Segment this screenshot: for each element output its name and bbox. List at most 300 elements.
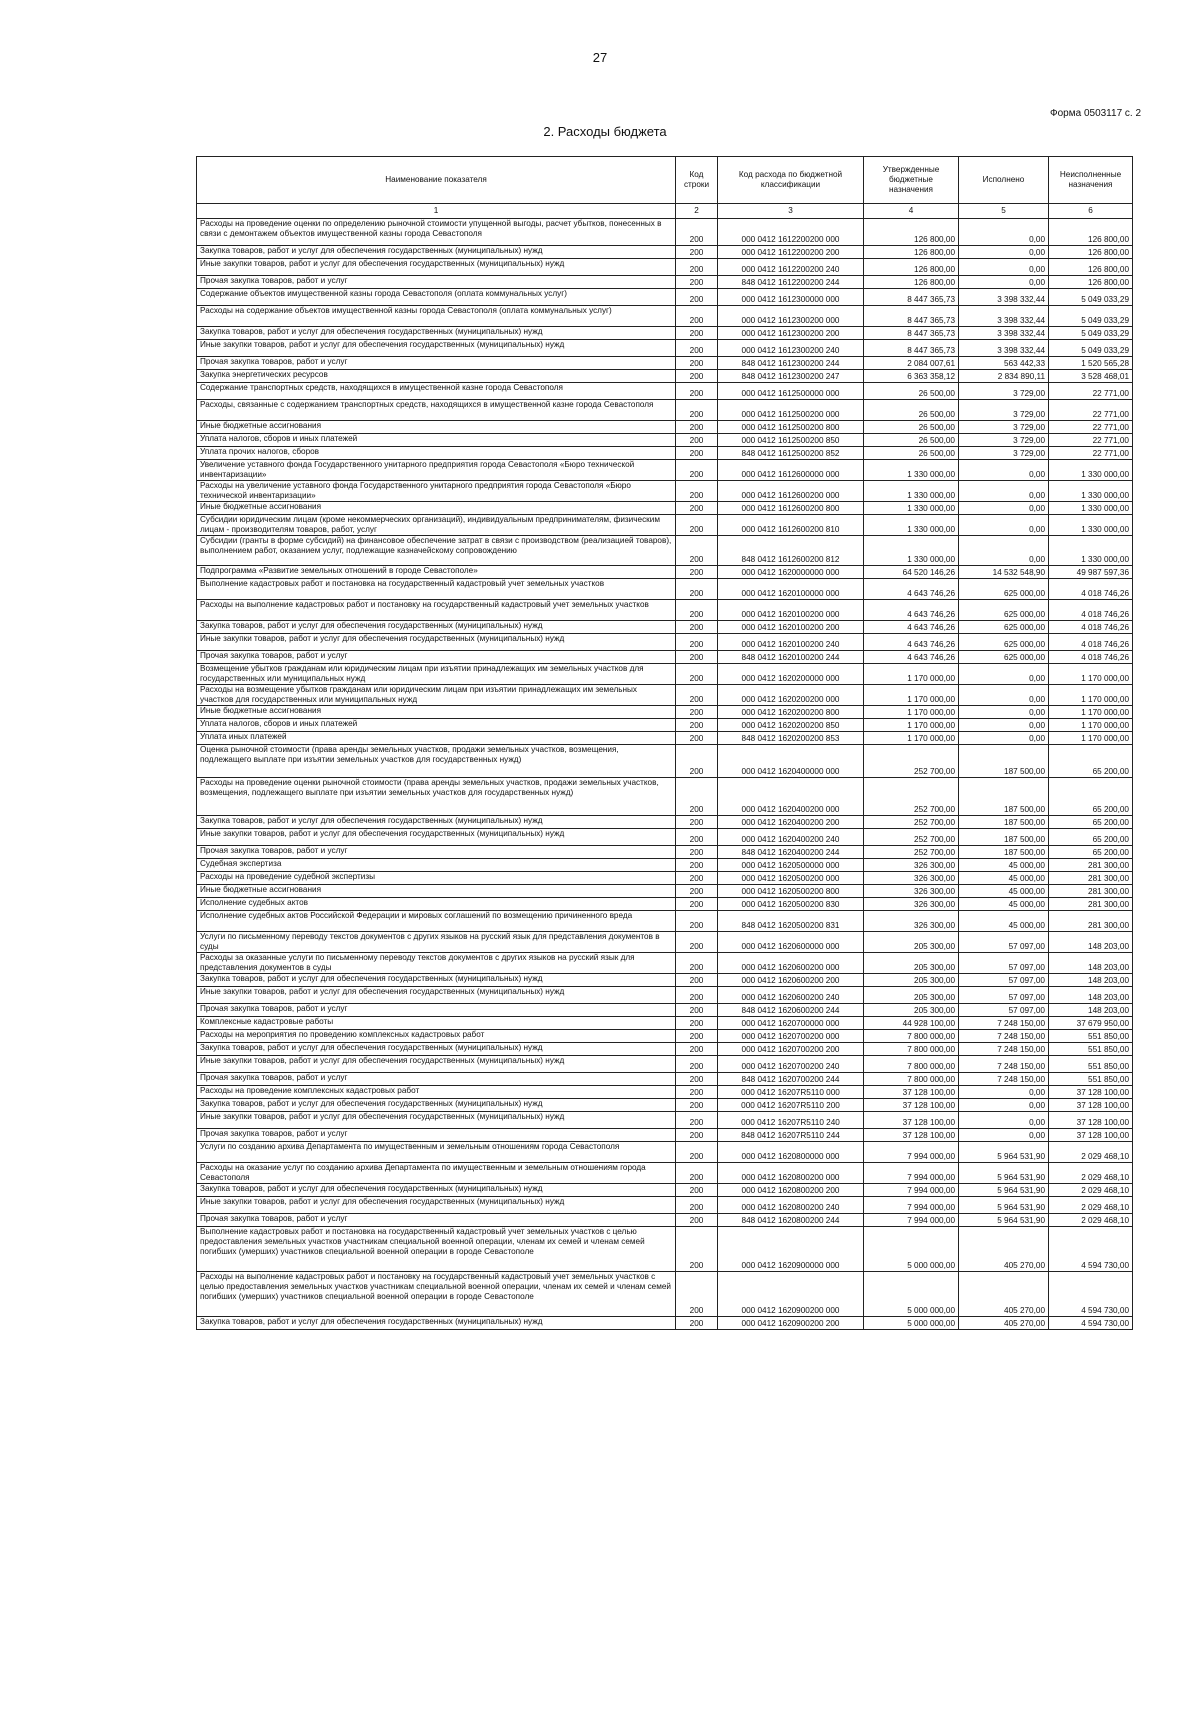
row-line-code: 200 bbox=[676, 460, 718, 481]
row-line-code: 200 bbox=[676, 872, 718, 885]
row-expense-code: 000 0412 1612300200 000 bbox=[718, 306, 864, 327]
row-executed: 0,00 bbox=[959, 219, 1049, 246]
table-row bbox=[197, 1030, 1133, 1043]
row-unexecuted: 1 330 000,00 bbox=[1049, 460, 1133, 481]
row-executed: 45 000,00 bbox=[959, 898, 1049, 911]
row-expense-code: 000 0412 1620900200 000 bbox=[718, 1272, 864, 1317]
row-expense-code: 000 0412 1612500200 000 bbox=[718, 400, 864, 421]
row-approved: 7 994 000,00 bbox=[864, 1184, 959, 1197]
row-expense-code: 000 0412 1612600200 810 bbox=[718, 515, 864, 536]
row-unexecuted: 1 170 000,00 bbox=[1049, 685, 1133, 706]
row-name: Закупка энергетических ресурсов bbox=[197, 370, 676, 383]
row-executed: 45 000,00 bbox=[959, 885, 1049, 898]
row-line-code: 200 bbox=[676, 974, 718, 987]
row-name: Закупка товаров, работ и услуг для обеспечения государственных (муниципальных) нужд bbox=[197, 974, 676, 987]
row-approved: 4 643 746,26 bbox=[864, 621, 959, 634]
row-expense-code: 000 0412 1612200200 200 bbox=[718, 246, 864, 259]
row-name: Иные бюджетные ассигнования bbox=[197, 502, 676, 515]
row-expense-code: 000 0412 1620600000 000 bbox=[718, 932, 864, 953]
row-unexecuted: 2 029 468,10 bbox=[1049, 1184, 1133, 1197]
column-number: 1 bbox=[197, 204, 676, 219]
row-name: Содержание объектов имущественной казны города Севастополя (оплата коммунальных услуг) bbox=[197, 289, 676, 306]
row-executed: 3 398 332,44 bbox=[959, 340, 1049, 357]
table-row bbox=[197, 719, 1133, 732]
row-approved: 37 128 100,00 bbox=[864, 1129, 959, 1142]
column-number-row bbox=[197, 204, 1133, 219]
row-name: Субсидии (гранты в форме субсидий) на финансовое обеспечение затрат в связи с производством (реализацией товаров), выполнением работ, оказанием услуг, подлежащие казначейскому сопровождению bbox=[197, 536, 676, 566]
row-line-code: 200 bbox=[676, 259, 718, 276]
row-unexecuted: 65 200,00 bbox=[1049, 778, 1133, 816]
row-unexecuted: 551 850,00 bbox=[1049, 1030, 1133, 1043]
row-name: Закупка товаров, работ и услуг для обеспечения государственных (муниципальных) нужд bbox=[197, 1043, 676, 1056]
row-name: Расходы на проведение оценки рыночной стоимости (права аренды земельных участков, продажи земельных участков, возмещения, подлежащего выплате при изъятии земельных участков для государственных нужд) bbox=[197, 778, 676, 816]
row-expense-code: 848 0412 1620400200 244 bbox=[718, 846, 864, 859]
row-executed: 3 398 332,44 bbox=[959, 289, 1049, 306]
row-executed: 0,00 bbox=[959, 706, 1049, 719]
row-line-code: 200 bbox=[676, 246, 718, 259]
row-approved: 7 994 000,00 bbox=[864, 1197, 959, 1214]
row-executed: 57 097,00 bbox=[959, 974, 1049, 987]
row-line-code: 200 bbox=[676, 1317, 718, 1330]
row-name: Исполнение судебных актов Российской Федерации и мировых соглашений по возмещению причиненного вреда bbox=[197, 911, 676, 932]
table-row bbox=[197, 1129, 1133, 1142]
row-name: Закупка товаров, работ и услуг для обеспечения государственных (муниципальных) нужд bbox=[197, 1099, 676, 1112]
row-unexecuted: 37 128 100,00 bbox=[1049, 1129, 1133, 1142]
row-expense-code: 848 0412 1612500200 852 bbox=[718, 447, 864, 460]
row-unexecuted: 5 049 033,29 bbox=[1049, 340, 1133, 357]
row-expense-code: 000 0412 1620800200 000 bbox=[718, 1163, 864, 1184]
row-line-code: 200 bbox=[676, 579, 718, 600]
table-row bbox=[197, 634, 1133, 651]
row-line-code: 200 bbox=[676, 1056, 718, 1073]
row-approved: 5 000 000,00 bbox=[864, 1227, 959, 1272]
row-executed: 5 964 531,90 bbox=[959, 1214, 1049, 1227]
row-expense-code: 000 0412 1620900200 200 bbox=[718, 1317, 864, 1330]
row-expense-code: 848 0412 1612600200 812 bbox=[718, 536, 864, 566]
row-executed: 45 000,00 bbox=[959, 859, 1049, 872]
row-name: Расходы, связанные с содержанием транспортных средств, находящихся в имущественной казне города Севастополя bbox=[197, 400, 676, 421]
row-unexecuted: 2 029 468,10 bbox=[1049, 1197, 1133, 1214]
row-expense-code: 000 0412 1612600200 000 bbox=[718, 481, 864, 502]
table-row bbox=[197, 1073, 1133, 1086]
row-expense-code: 000 0412 1620700200 000 bbox=[718, 1030, 864, 1043]
row-executed: 405 270,00 bbox=[959, 1227, 1049, 1272]
row-executed: 3 729,00 bbox=[959, 383, 1049, 400]
row-executed: 5 964 531,90 bbox=[959, 1163, 1049, 1184]
table-row bbox=[197, 1214, 1133, 1227]
row-approved: 126 800,00 bbox=[864, 219, 959, 246]
row-expense-code: 000 0412 1620800200 200 bbox=[718, 1184, 864, 1197]
row-name: Прочая закупка товаров, работ и услуг bbox=[197, 1214, 676, 1227]
row-expense-code: 000 0412 1620400200 200 bbox=[718, 816, 864, 829]
row-expense-code: 000 0412 1620500200 000 bbox=[718, 872, 864, 885]
row-line-code: 200 bbox=[676, 400, 718, 421]
row-unexecuted: 1 170 000,00 bbox=[1049, 732, 1133, 745]
row-expense-code: 848 0412 1612300200 247 bbox=[718, 370, 864, 383]
row-expense-code: 000 0412 1612300200 200 bbox=[718, 327, 864, 340]
row-name: Иные закупки товаров, работ и услуг для обеспечения государственных (муниципальных) нужд bbox=[197, 987, 676, 1004]
row-executed: 5 964 531,90 bbox=[959, 1184, 1049, 1197]
row-unexecuted: 1 520 565,28 bbox=[1049, 357, 1133, 370]
table-row bbox=[197, 932, 1133, 953]
row-line-code: 200 bbox=[676, 634, 718, 651]
row-unexecuted: 4 018 746,26 bbox=[1049, 600, 1133, 621]
row-expense-code: 848 0412 16207R5110 244 bbox=[718, 1129, 864, 1142]
row-expense-code: 000 0412 1620200200 850 bbox=[718, 719, 864, 732]
row-unexecuted: 37 679 950,00 bbox=[1049, 1017, 1133, 1030]
row-name: Иные закупки товаров, работ и услуг для обеспечения государственных (муниципальных) нужд bbox=[197, 340, 676, 357]
table-row bbox=[197, 987, 1133, 1004]
row-line-code: 200 bbox=[676, 987, 718, 1004]
row-expense-code: 000 0412 1620900000 000 bbox=[718, 1227, 864, 1272]
row-name: Подпрограмма «Развитие земельных отношений в городе Севастополе» bbox=[197, 566, 676, 579]
row-line-code: 200 bbox=[676, 1017, 718, 1030]
row-unexecuted: 126 800,00 bbox=[1049, 219, 1133, 246]
budget-expenses-table bbox=[196, 156, 1133, 1330]
table-row bbox=[197, 370, 1133, 383]
row-approved: 252 700,00 bbox=[864, 778, 959, 816]
column-number: 6 bbox=[1049, 204, 1133, 219]
row-line-code: 200 bbox=[676, 1073, 718, 1086]
row-executed: 45 000,00 bbox=[959, 911, 1049, 932]
table-row bbox=[197, 276, 1133, 289]
row-approved: 8 447 365,73 bbox=[864, 327, 959, 340]
row-expense-code: 848 0412 1620200200 853 bbox=[718, 732, 864, 745]
row-executed: 3 729,00 bbox=[959, 434, 1049, 447]
row-line-code: 200 bbox=[676, 1142, 718, 1163]
table-row bbox=[197, 246, 1133, 259]
row-expense-code: 000 0412 1620600200 200 bbox=[718, 974, 864, 987]
row-unexecuted: 4 594 730,00 bbox=[1049, 1317, 1133, 1330]
row-unexecuted: 4 018 746,26 bbox=[1049, 634, 1133, 651]
row-name: Расходы на оказание услуг по созданию архива Департамента по имущественным и земельным отношениям города Севастополя bbox=[197, 1163, 676, 1184]
row-line-code: 200 bbox=[676, 1004, 718, 1017]
header-line-code: Код строки bbox=[676, 157, 718, 204]
row-unexecuted: 551 850,00 bbox=[1049, 1056, 1133, 1073]
row-approved: 126 800,00 bbox=[864, 246, 959, 259]
row-line-code: 200 bbox=[676, 1043, 718, 1056]
row-approved: 326 300,00 bbox=[864, 885, 959, 898]
row-line-code: 200 bbox=[676, 829, 718, 846]
row-executed: 14 532 548,90 bbox=[959, 566, 1049, 579]
row-line-code: 200 bbox=[676, 219, 718, 246]
row-expense-code: 848 0412 1612200200 244 bbox=[718, 276, 864, 289]
table-row bbox=[197, 1142, 1133, 1163]
row-approved: 1 170 000,00 bbox=[864, 706, 959, 719]
row-expense-code: 000 0412 16207R5110 000 bbox=[718, 1086, 864, 1099]
row-expense-code: 000 0412 1620100200 200 bbox=[718, 621, 864, 634]
row-unexecuted: 37 128 100,00 bbox=[1049, 1086, 1133, 1099]
row-approved: 8 447 365,73 bbox=[864, 340, 959, 357]
row-executed: 0,00 bbox=[959, 1086, 1049, 1099]
row-name: Расходы на проведение судебной экспертизы bbox=[197, 872, 676, 885]
row-name: Уплата налогов, сборов и иных платежей bbox=[197, 719, 676, 732]
row-name: Расходы на проведение оценки по определению рыночной стоимости упущенной выгоды, расчет убытков, понесенных в связи с демонтажем объектов имущественной казны города Севастополя bbox=[197, 219, 676, 246]
column-number: 4 bbox=[864, 204, 959, 219]
row-line-code: 200 bbox=[676, 370, 718, 383]
row-executed: 187 500,00 bbox=[959, 816, 1049, 829]
row-line-code: 200 bbox=[676, 621, 718, 634]
row-line-code: 200 bbox=[676, 885, 718, 898]
row-approved: 7 800 000,00 bbox=[864, 1073, 959, 1086]
table-row bbox=[197, 1099, 1133, 1112]
table-row bbox=[197, 872, 1133, 885]
row-approved: 6 363 358,12 bbox=[864, 370, 959, 383]
table-row bbox=[197, 685, 1133, 706]
row-executed: 405 270,00 bbox=[959, 1272, 1049, 1317]
row-expense-code: 000 0412 16207R5110 240 bbox=[718, 1112, 864, 1129]
row-executed: 625 000,00 bbox=[959, 634, 1049, 651]
row-name: Закупка товаров, работ и услуг для обеспечения государственных (муниципальных) нужд bbox=[197, 327, 676, 340]
table-row bbox=[197, 1004, 1133, 1017]
row-approved: 205 300,00 bbox=[864, 932, 959, 953]
page-number: 27 bbox=[592, 50, 608, 65]
table-row bbox=[197, 400, 1133, 421]
row-executed: 3 729,00 bbox=[959, 447, 1049, 460]
row-approved: 252 700,00 bbox=[864, 846, 959, 859]
row-expense-code: 000 0412 1620800200 240 bbox=[718, 1197, 864, 1214]
table-row bbox=[197, 778, 1133, 816]
row-expense-code: 000 0412 1620700200 200 bbox=[718, 1043, 864, 1056]
row-executed: 7 248 150,00 bbox=[959, 1030, 1049, 1043]
row-name: Закупка товаров, работ и услуг для обеспечения государственных (муниципальных) нужд bbox=[197, 246, 676, 259]
row-name: Расходы на выполнение кадастровых работ и постановку на государственный кадастровый учет земельных участков bbox=[197, 600, 676, 621]
row-approved: 4 643 746,26 bbox=[864, 651, 959, 664]
row-approved: 26 500,00 bbox=[864, 434, 959, 447]
row-unexecuted: 5 049 033,29 bbox=[1049, 289, 1133, 306]
row-expense-code: 848 0412 1620500200 831 bbox=[718, 911, 864, 932]
row-approved: 205 300,00 bbox=[864, 987, 959, 1004]
row-approved: 205 300,00 bbox=[864, 1004, 959, 1017]
table-row bbox=[197, 515, 1133, 536]
row-executed: 2 834 890,11 bbox=[959, 370, 1049, 383]
row-line-code: 200 bbox=[676, 434, 718, 447]
row-approved: 7 994 000,00 bbox=[864, 1142, 959, 1163]
row-line-code: 200 bbox=[676, 1184, 718, 1197]
row-approved: 252 700,00 bbox=[864, 829, 959, 846]
row-unexecuted: 4 018 746,26 bbox=[1049, 621, 1133, 634]
column-number: 5 bbox=[959, 204, 1049, 219]
row-line-code: 200 bbox=[676, 340, 718, 357]
table-row bbox=[197, 219, 1133, 246]
row-executed: 405 270,00 bbox=[959, 1317, 1049, 1330]
row-name: Иные закупки товаров, работ и услуг для обеспечения государственных (муниципальных) нужд bbox=[197, 1197, 676, 1214]
row-executed: 57 097,00 bbox=[959, 932, 1049, 953]
row-unexecuted: 281 300,00 bbox=[1049, 911, 1133, 932]
row-executed: 187 500,00 bbox=[959, 745, 1049, 778]
row-expense-code: 000 0412 1612600200 800 bbox=[718, 502, 864, 515]
row-approved: 37 128 100,00 bbox=[864, 1099, 959, 1112]
row-executed: 3 729,00 bbox=[959, 400, 1049, 421]
table-row bbox=[197, 745, 1133, 778]
row-name: Закупка товаров, работ и услуг для обеспечения государственных (муниципальных) нужд bbox=[197, 1184, 676, 1197]
row-name: Уплата налогов, сборов и иных платежей bbox=[197, 434, 676, 447]
row-name: Прочая закупка товаров, работ и услуг bbox=[197, 1004, 676, 1017]
row-line-code: 200 bbox=[676, 1112, 718, 1129]
row-approved: 8 447 365,73 bbox=[864, 289, 959, 306]
row-approved: 126 800,00 bbox=[864, 259, 959, 276]
table-row bbox=[197, 816, 1133, 829]
row-approved: 4 643 746,26 bbox=[864, 600, 959, 621]
row-unexecuted: 22 771,00 bbox=[1049, 400, 1133, 421]
row-name: Прочая закупка товаров, работ и услуг bbox=[197, 1129, 676, 1142]
row-unexecuted: 5 049 033,29 bbox=[1049, 306, 1133, 327]
row-line-code: 200 bbox=[676, 1163, 718, 1184]
row-unexecuted: 1 330 000,00 bbox=[1049, 502, 1133, 515]
table-row bbox=[197, 259, 1133, 276]
row-executed: 625 000,00 bbox=[959, 621, 1049, 634]
row-executed: 7 248 150,00 bbox=[959, 1043, 1049, 1056]
table-row bbox=[197, 953, 1133, 974]
table-row bbox=[197, 898, 1133, 911]
row-expense-code: 000 0412 1620100000 000 bbox=[718, 579, 864, 600]
row-executed: 0,00 bbox=[959, 685, 1049, 706]
row-line-code: 200 bbox=[676, 481, 718, 502]
row-unexecuted: 1 170 000,00 bbox=[1049, 664, 1133, 685]
row-executed: 0,00 bbox=[959, 259, 1049, 276]
table-row bbox=[197, 911, 1133, 932]
row-approved: 26 500,00 bbox=[864, 447, 959, 460]
table-row bbox=[197, 706, 1133, 719]
row-unexecuted: 148 203,00 bbox=[1049, 953, 1133, 974]
row-expense-code: 848 0412 1612300200 244 bbox=[718, 357, 864, 370]
row-name: Прочая закупка товаров, работ и услуг bbox=[197, 276, 676, 289]
row-approved: 26 500,00 bbox=[864, 383, 959, 400]
table-row bbox=[197, 846, 1133, 859]
row-line-code: 200 bbox=[676, 745, 718, 778]
row-approved: 26 500,00 bbox=[864, 421, 959, 434]
form-code: Форма 0503117 с. 2 bbox=[1050, 108, 1142, 119]
row-approved: 26 500,00 bbox=[864, 400, 959, 421]
row-unexecuted: 2 029 468,10 bbox=[1049, 1163, 1133, 1184]
table-row bbox=[197, 289, 1133, 306]
row-name: Закупка товаров, работ и услуг для обеспечения государственных (муниципальных) нужд bbox=[197, 816, 676, 829]
row-executed: 563 442,33 bbox=[959, 357, 1049, 370]
row-executed: 0,00 bbox=[959, 719, 1049, 732]
row-executed: 0,00 bbox=[959, 536, 1049, 566]
row-approved: 1 170 000,00 bbox=[864, 732, 959, 745]
row-unexecuted: 281 300,00 bbox=[1049, 898, 1133, 911]
row-line-code: 200 bbox=[676, 846, 718, 859]
table-row bbox=[197, 1086, 1133, 1099]
row-expense-code: 000 0412 1620800000 000 bbox=[718, 1142, 864, 1163]
row-unexecuted: 65 200,00 bbox=[1049, 745, 1133, 778]
row-name: Иные бюджетные ассигнования bbox=[197, 706, 676, 719]
row-line-code: 200 bbox=[676, 357, 718, 370]
row-executed: 0,00 bbox=[959, 460, 1049, 481]
row-executed: 0,00 bbox=[959, 246, 1049, 259]
row-executed: 625 000,00 bbox=[959, 600, 1049, 621]
row-executed: 625 000,00 bbox=[959, 579, 1049, 600]
row-unexecuted: 37 128 100,00 bbox=[1049, 1099, 1133, 1112]
row-line-code: 200 bbox=[676, 1086, 718, 1099]
row-executed: 3 729,00 bbox=[959, 421, 1049, 434]
table-row bbox=[197, 383, 1133, 400]
row-name: Уплата прочих налогов, сборов bbox=[197, 447, 676, 460]
row-name: Иные бюджетные ассигнования bbox=[197, 885, 676, 898]
row-line-code: 200 bbox=[676, 953, 718, 974]
row-approved: 1 330 000,00 bbox=[864, 481, 959, 502]
row-approved: 205 300,00 bbox=[864, 974, 959, 987]
row-name: Иные закупки товаров, работ и услуг для обеспечения государственных (муниципальных) нужд bbox=[197, 829, 676, 846]
row-line-code: 200 bbox=[676, 859, 718, 872]
row-expense-code: 848 0412 1620600200 244 bbox=[718, 1004, 864, 1017]
row-line-code: 200 bbox=[676, 898, 718, 911]
row-unexecuted: 148 203,00 bbox=[1049, 974, 1133, 987]
row-unexecuted: 22 771,00 bbox=[1049, 421, 1133, 434]
row-unexecuted: 4 594 730,00 bbox=[1049, 1272, 1133, 1317]
row-approved: 326 300,00 bbox=[864, 872, 959, 885]
table-body bbox=[197, 219, 1133, 1330]
row-name: Уплата иных платежей bbox=[197, 732, 676, 745]
row-executed: 625 000,00 bbox=[959, 651, 1049, 664]
row-expense-code: 000 0412 1620200000 000 bbox=[718, 664, 864, 685]
table-row bbox=[197, 357, 1133, 370]
row-line-code: 200 bbox=[676, 1227, 718, 1272]
row-approved: 7 994 000,00 bbox=[864, 1214, 959, 1227]
row-unexecuted: 148 203,00 bbox=[1049, 1004, 1133, 1017]
row-line-code: 200 bbox=[676, 383, 718, 400]
row-approved: 2 084 007,61 bbox=[864, 357, 959, 370]
row-line-code: 200 bbox=[676, 1129, 718, 1142]
column-number: 3 bbox=[718, 204, 864, 219]
row-unexecuted: 22 771,00 bbox=[1049, 447, 1133, 460]
row-executed: 57 097,00 bbox=[959, 1004, 1049, 1017]
row-name: Выполнение кадастровых работ и постановка на государственный кадастровый учет земельных участков bbox=[197, 579, 676, 600]
row-approved: 205 300,00 bbox=[864, 953, 959, 974]
row-expense-code: 000 0412 1612500200 800 bbox=[718, 421, 864, 434]
row-expense-code: 000 0412 1620500000 000 bbox=[718, 859, 864, 872]
table-row bbox=[197, 974, 1133, 987]
row-approved: 64 520 146,26 bbox=[864, 566, 959, 579]
row-expense-code: 000 0412 1612200200 240 bbox=[718, 259, 864, 276]
row-unexecuted: 65 200,00 bbox=[1049, 846, 1133, 859]
row-approved: 252 700,00 bbox=[864, 745, 959, 778]
row-executed: 45 000,00 bbox=[959, 872, 1049, 885]
row-line-code: 200 bbox=[676, 515, 718, 536]
table-row bbox=[197, 536, 1133, 566]
row-line-code: 200 bbox=[676, 664, 718, 685]
table-row bbox=[197, 306, 1133, 327]
row-executed: 0,00 bbox=[959, 481, 1049, 502]
table-row bbox=[197, 481, 1133, 502]
row-approved: 7 800 000,00 bbox=[864, 1043, 959, 1056]
row-unexecuted: 22 771,00 bbox=[1049, 434, 1133, 447]
row-name: Оценка рыночной стоимости (права аренды земельных участков, продажи земельных участков, возмещения, подлежащего выплате при изъятии земельных участков для государственных нужд) bbox=[197, 745, 676, 778]
table-row bbox=[197, 447, 1133, 460]
row-approved: 37 128 100,00 bbox=[864, 1112, 959, 1129]
row-expense-code: 000 0412 1620700200 240 bbox=[718, 1056, 864, 1073]
table-header-row bbox=[197, 157, 1133, 204]
header-name: Наименование показателя bbox=[197, 157, 676, 204]
row-approved: 326 300,00 bbox=[864, 911, 959, 932]
row-unexecuted: 126 800,00 bbox=[1049, 259, 1133, 276]
table-row bbox=[197, 664, 1133, 685]
row-line-code: 200 bbox=[676, 719, 718, 732]
row-name: Возмещение убытков гражданам или юридическим лицам при изъятии принадлежащих им земельных участков для государственных или муниципальных нужд bbox=[197, 664, 676, 685]
row-unexecuted: 5 049 033,29 bbox=[1049, 327, 1133, 340]
table-row bbox=[197, 421, 1133, 434]
row-name: Иные закупки товаров, работ и услуг для обеспечения государственных (муниципальных) нужд bbox=[197, 634, 676, 651]
row-unexecuted: 1 330 000,00 bbox=[1049, 536, 1133, 566]
row-approved: 1 170 000,00 bbox=[864, 685, 959, 706]
row-name: Содержание транспортных средств, находящихся в имущественной казне города Севастополя bbox=[197, 383, 676, 400]
row-line-code: 200 bbox=[676, 421, 718, 434]
row-line-code: 200 bbox=[676, 816, 718, 829]
table-row bbox=[197, 460, 1133, 481]
row-executed: 0,00 bbox=[959, 515, 1049, 536]
row-expense-code: 000 0412 1620200200 800 bbox=[718, 706, 864, 719]
